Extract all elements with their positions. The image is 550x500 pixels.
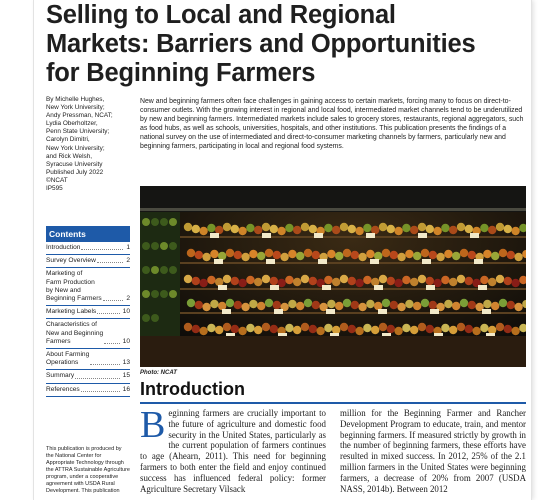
toc-item-farming-operations[interactable]: [46, 349, 130, 370]
toc-item-marketing-labels[interactable]: [46, 306, 130, 319]
publication-date: Published July 2022: [46, 168, 104, 176]
toc-item-page: 2: [126, 257, 130, 265]
section-rule: [140, 402, 526, 404]
toc-item-page: 1: [126, 244, 130, 251]
photo-illustration: [140, 186, 526, 367]
toc-leader: [81, 249, 123, 250]
drop-cap: B: [140, 404, 166, 446]
title-line: Markets: Barriers and Opportunities: [46, 30, 476, 58]
section-heading: Introduction: [140, 379, 245, 399]
body-column-2: million for the Beginning Farmer and Rancher Development Program to educate, train, and mentor beginning farmers. If measured strictly by growth in the number of beginning farmers, these efforts have resulted in mixed success. In 2012, 25% of the 2.1 million farmers in the United States were beginning farmers, a decrease of 20% from 2007 (USDA NASS, 2014b). Between 2012: [340, 408, 526, 494]
toc-item-label: Introduction: [46, 244, 81, 251]
toc-item-label: Summary: [46, 372, 75, 380]
produce-market-photo: [140, 186, 526, 367]
toc-leader: [103, 300, 124, 301]
toc-item-characteristics[interactable]: [46, 319, 130, 349]
author-line: Syracuse University: [46, 160, 103, 168]
toc-item-references[interactable]: [46, 384, 130, 397]
toc-item-survey-overview[interactable]: [46, 255, 130, 268]
toc-leader: [97, 262, 123, 263]
toc-leader: [81, 391, 120, 392]
author-line: and Rick Welsh,: [46, 152, 93, 160]
toc-leader: [97, 313, 119, 314]
author-line: Penn State University;: [46, 128, 110, 136]
toc-item-label: Marketing of Farm Production by New and Beginning Farmers: [46, 270, 102, 303]
author-line: By Michelle Hughes,: [46, 96, 105, 103]
toc-leader: [90, 364, 119, 365]
author-line: Carolyn Dimitri,: [46, 136, 90, 144]
toc-item-page: 2: [126, 295, 130, 303]
author-line: New York University;: [46, 144, 105, 152]
table-of-contents: [46, 226, 130, 397]
title-line: for Beginning Farmers: [46, 59, 316, 87]
toc-item-label: About Farming Operations: [46, 351, 90, 367]
author-line: New York University;: [46, 104, 105, 112]
document-page: [34, 0, 531, 500]
author-block: [46, 96, 130, 193]
body-column-1: [140, 404, 326, 494]
document-title: [46, 1, 526, 88]
toc-item-marketing-farm-production[interactable]: [46, 268, 130, 306]
toc-leader: [75, 378, 119, 379]
toc-item-page: 13: [122, 359, 130, 367]
title-line: Selling to Local and Regional: [46, 1, 396, 29]
toc-item-page: 16: [122, 385, 130, 393]
toc-header: Contents: [46, 226, 130, 242]
author-line: Andy Pressman, NCAT;: [46, 112, 113, 120]
toc-item-summary[interactable]: [46, 370, 130, 383]
author-line: Lydia Oberholtzer,: [46, 120, 98, 128]
abstract-paragraph: New and beginning farmers often face challenges in gaining access to certain markets, forcing many to focus on direct-to-consumer outlets. With the growing interest in regional and local food, intermediated market channels tend to be underutilized by new and beginning farmers. Intermediated markets include sales to grocery stores, restaurants, regional aggregators, such as food hubs, as well as schools, universities, hospitals, and other institutions. This publication presents the findings of a national survey on the use of intermediated and direct-to-consumer marketing channels by farmers, particularly new and beginning farmers, participating in local and regional food systems.: [140, 98, 524, 151]
toc-item-label: References: [46, 385, 80, 393]
toc-item-introduction[interactable]: [46, 242, 130, 255]
toc-item-page: 10: [122, 308, 130, 316]
toc-item-label: Characteristics of New and Beginning Farmers: [46, 321, 104, 345]
copyright: ©NCAT: [46, 176, 68, 184]
toc-item-label: Marketing Labels: [46, 308, 97, 316]
toc-item-page: 10: [122, 337, 130, 345]
toc-leader: [104, 343, 119, 344]
photo-caption: Photo: NCAT: [140, 370, 177, 376]
toc-item-label: Survey Overview: [46, 257, 96, 265]
column-1-text: eginning farmers are crucially important to the future of agriculture and domestic food security in the United States, particularly as the current population of farmers continues to age (Ahearn, 2011). This need for beginning farmers to both enter the field and enjoy continued success has influenced federal policy: former Agriculture Secretary Vilsack: [140, 408, 326, 494]
publication-id: IP595: [46, 185, 63, 193]
publication-note: This publication is produced by the National Center for Appropriate Technology through the ATTRA Sustainable Agriculture program, under a cooperative agreement with USDA Rural Development. This publication: [46, 446, 130, 494]
toc-item-page: 15: [122, 372, 130, 380]
